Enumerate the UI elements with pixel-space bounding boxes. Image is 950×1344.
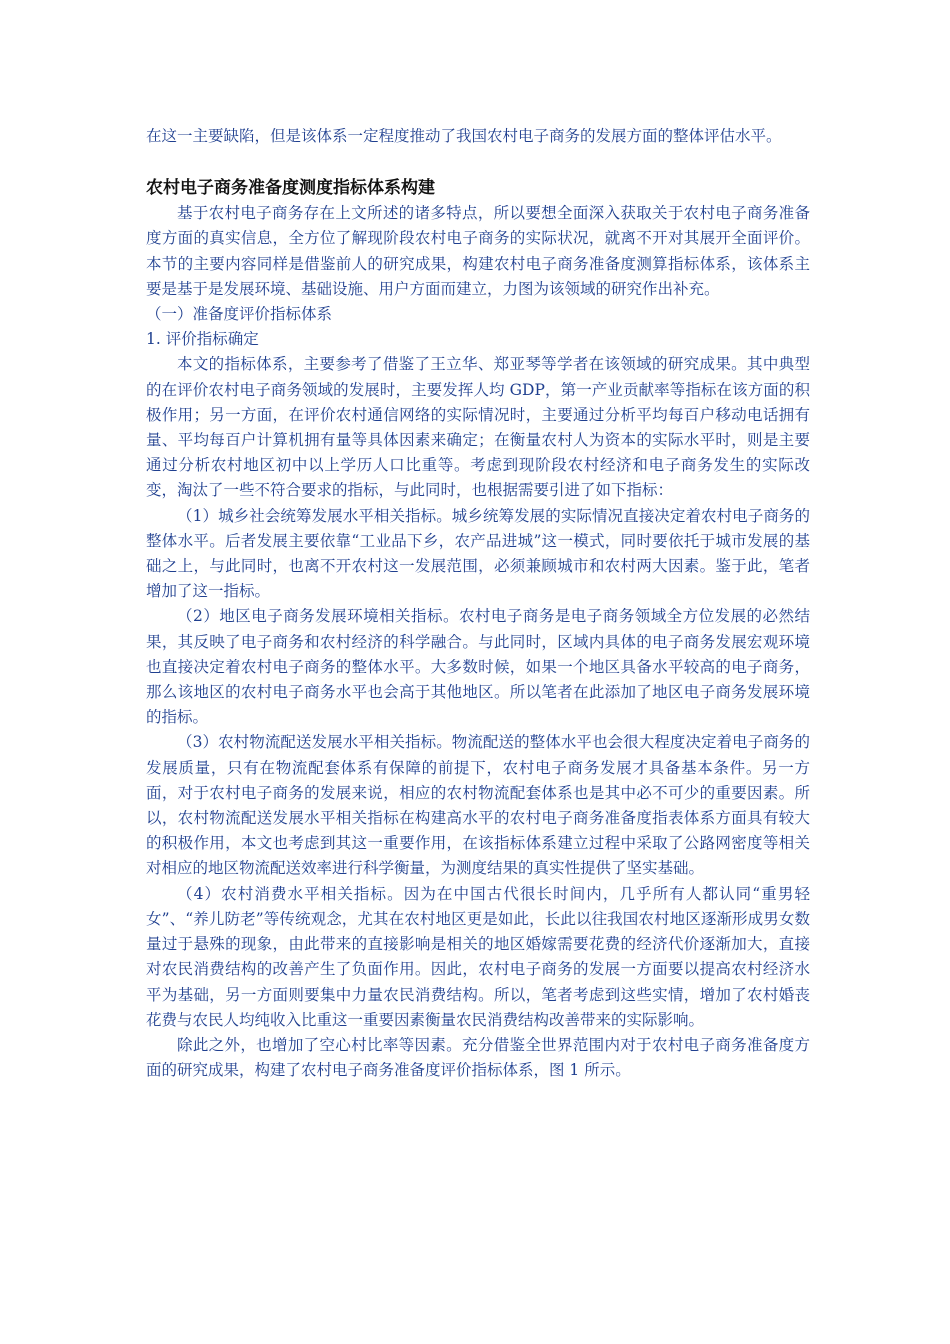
list-item-4: （4）农村消费水平相关指标。因为在中国古代很长时间内，几乎所有人都认同“重男轻女”、“养儿防老”等传统观念，尤其在农村地区更是如此，长此以往我国农村地区逐渐形成男女数量过于悬殊的现象，由此带来的直接影响是相关的地区婚嫁需要花费的经济代价逐渐加大，直接对农民消费结构的改善产生了负面作用。因此，农村电子商务的发展一方面要以提高农村经济水平为基础，另一方面则要集中力量农民消费结构。所以，笔者考虑到这些实情，增加了农村婚丧花费与农民人均纯收入比重这一重要因素衡量农民消费结构改善带来的实际影响。 [146, 884, 810, 1029]
indicator-paragraph: 本文的指标体系，主要参考了借鉴了王立华、郑亚琴等学者在该领域的研究成果。其中典型的在评价农村电子商务领域的发展时，主要发挥人均 GDP，第一产业贡献率等指标在该方面的积极作用；另一方面，在评价农村通信网络的实际情况时，主要通过分析平均每百户移动电话拥有量、平均每百户计算机拥有量等具体因素来确定；在衡量农村人为资本的实际水平时，则是主要通过分析农村地区初中以上学历人口比重等。考虑到现阶段农村经济和电子商务发生的实际改变，淘汰了一些不符合要求的指标，与此同时，也根据需要引进了如下指标： [146, 355, 810, 500]
document-body [146, 124, 810, 1083]
subheading-level-1: （一）准备度评价指标体系 [146, 305, 333, 324]
subheading-level-2: 1. 评价指标确定 [146, 330, 259, 349]
section-heading: 农村电子商务准备度测度指标体系构建 [146, 178, 435, 199]
list-item-3: （3）农村物流配送发展水平相关指标。物流配送的整体水平也会很大程度决定着电子商务的发展质量，只有在物流配套体系有保障的前提下，农村电子商务发展才具备基本条件。另一方面，对于农村电子商务的发展来说，相应的农村物流配套体系也是其中必不可少的重要因素。所以，农村物流配送发展水平相关指标在构建高水平的农村电子商务准备度指表体系方面具有较大的积极作用，本文也考虑到其这一重要作用，在该指标体系建立过程中采取了公路网密度等相关对相应的地区物流配送效率进行科学衡量，为测度结果的真实性提供了坚实基础。 [146, 733, 810, 878]
intro-paragraph: 基于农村电子商务存在上文所述的诸多特点，所以要想全面深入获取关于农村电子商务准备度方面的真实信息，全方位了解现阶段农村电子商务的实际状况，就离不开对其展开全面评价。本节的主要内容同样是借鉴前人的研究成果，构建农村电子商务准备度测算指标体系，该体系主要是基于是发展环境、基础设施、用户方面而建立，力图为该领域的研究作出补充。 [146, 204, 810, 298]
list-item-1: （1）城乡社会统筹发展水平相关指标。城乡统筹发展的实际情况直接决定着农村电子商务的整体水平。后者发展主要依靠“工业品下乡，农产品进城”这一模式，同时要依托于城市发展的基础之上，与此同时，也离不开农村这一发展范围，必须兼顾城市和农村两大因素。鉴于此，笔者增加了这一指标。 [146, 506, 810, 601]
continuation-paragraph: 在这一主要缺陷，但是该体系一定程度推动了我国农村电子商务的发展方面的整体评估水平。 [146, 127, 782, 145]
list-item-2: （2）地区电子商务发展环境相关指标。农村电子商务是电子商务领域全方位发展的必然结果，其反映了电子商务和农村经济的科学融合。与此同时，区域内具体的电子商务发展宏观环境也直接决定着农村电子商务的整体水平。大多数时候，如果一个地区具备水平较高的电子商务，那么该地区的农村电子商务水平也会高于其他地区。所以笔者在此添加了地区电子商务发展环境的指标。 [146, 607, 810, 727]
closing-paragraph: 除此之外，也增加了空心村比率等因素。充分借鉴全世界范围内对于农村电子商务准备度方面的研究成果，构建了农村电子商务准备度评价指标体系，图 1 所示。 [146, 1035, 810, 1080]
